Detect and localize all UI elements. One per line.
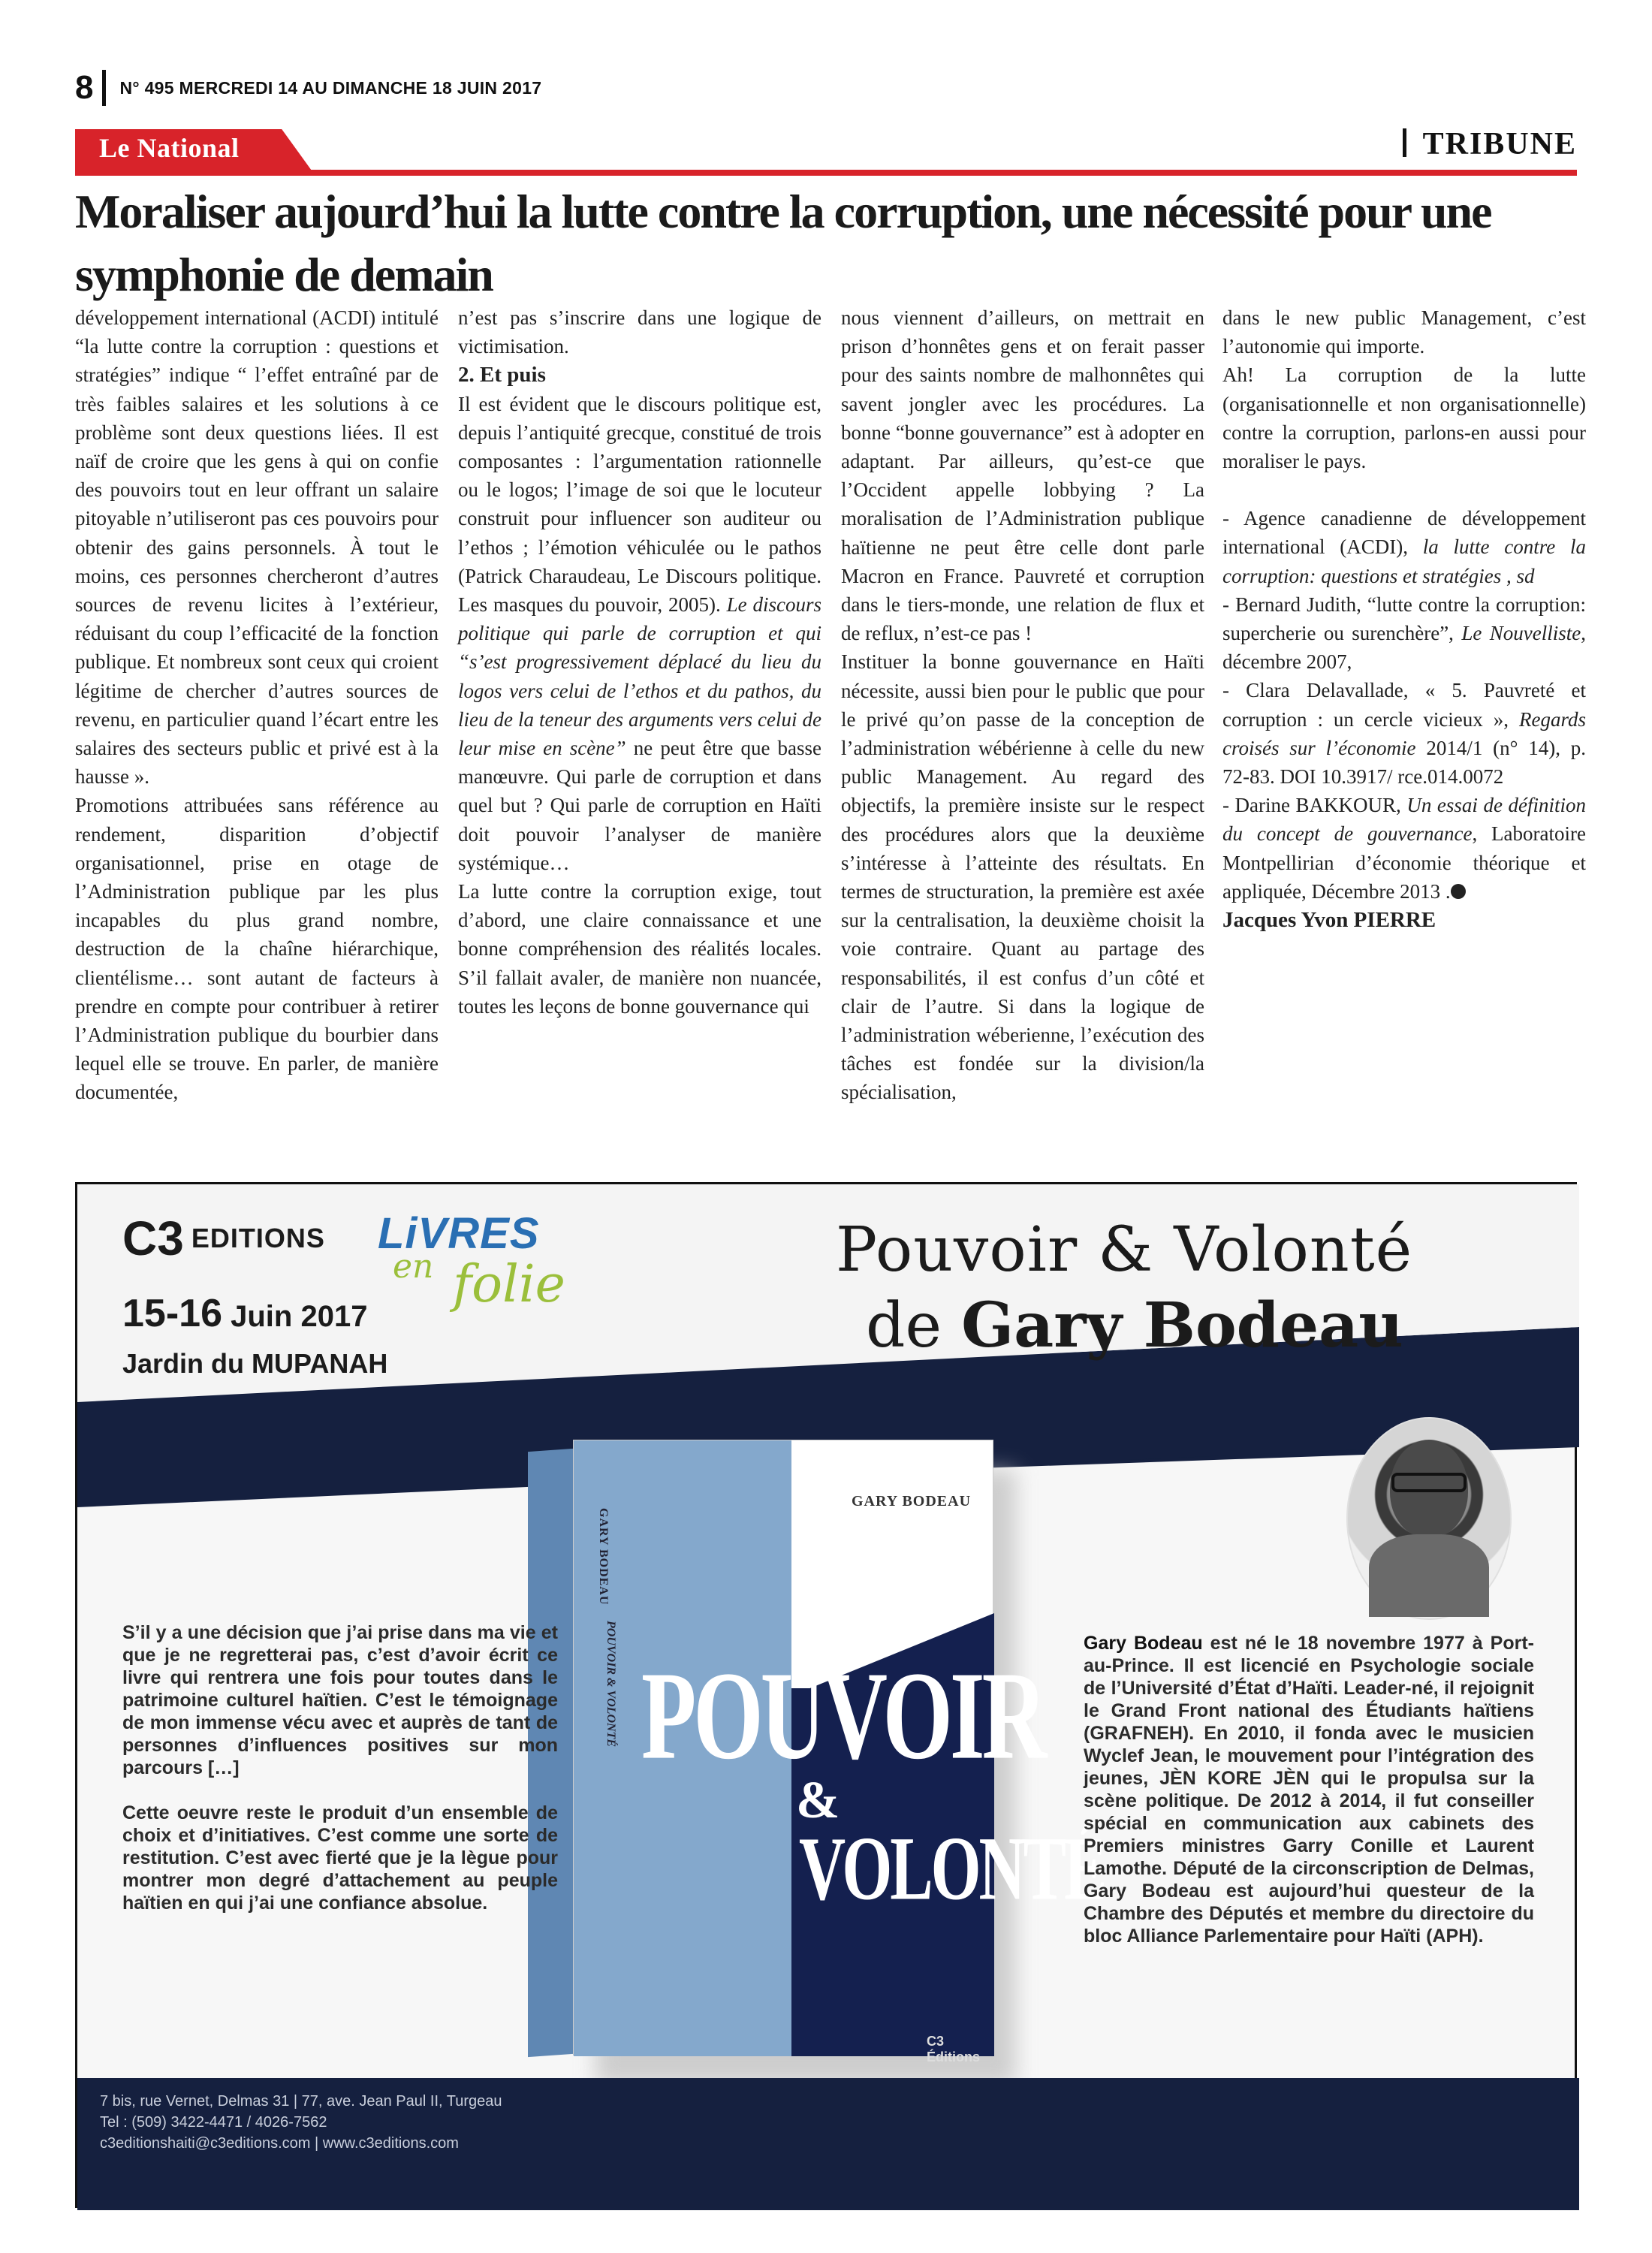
cover-publisher: C3 Éditions bbox=[927, 2034, 980, 2064]
livres-logo-word: LiVRES bbox=[378, 1209, 540, 1258]
end-mark-icon bbox=[1451, 884, 1466, 899]
header-divider bbox=[102, 70, 106, 106]
cover-title-word2: VOLONTÉ bbox=[799, 1817, 1105, 1920]
article-paragraph: Instituer la bonne gouvernance en Haïti nécessite, aussi bien pour le public que pour le privé qu’on passe de la conception de l’administration wébérienne à celle du new public Management. Au regard des objectifs, la première insiste sur le respect des procédures alors que la deuxième s’intéresse à l’atteinte des résultats. En termes de structuration, la première est axée sur la centralisation, la deuxième choisit la voie contraire. Quant au partage des responsabilités, il est confus d’un côté et clair de l’autre. Si dans la logique de l’administration wéberienne, l’exécution des tâches est fondée sur la division/la spécialisation, bbox=[841, 650, 1204, 1104]
reference-title: Un essai de définition du concept de gouvernance bbox=[1222, 794, 1586, 846]
author-signature: Jacques Yvon PIERRE bbox=[1222, 908, 1436, 933]
page-number: 8 bbox=[75, 69, 94, 106]
reference-text: , Laboratoire Montpellirian d’économie théorique et appliquée, Décembre 2013 . bbox=[1222, 822, 1586, 903]
ad-book-title: Pouvoir & Volonté bbox=[836, 1214, 1413, 1286]
ad-title-prefix: de bbox=[866, 1290, 962, 1362]
article-headline: Moraliser aujourd’hui la lutte contre la corruption, une nécessité pour une symphonie de demain bbox=[75, 185, 1491, 301]
article-column-3 bbox=[841, 303, 1204, 1107]
ad-author-name: Gary Bodeau bbox=[961, 1289, 1403, 1362]
reference-item bbox=[1222, 791, 1586, 906]
event-month-year: Juin 2017 bbox=[222, 1300, 368, 1333]
cover-title-word1: POUVOIR bbox=[641, 1645, 1045, 1785]
portrait-body bbox=[1369, 1534, 1489, 1617]
reference-text: - Agence canadienne de développement international (ACDI), bbox=[1222, 507, 1586, 559]
author-bio bbox=[1084, 1632, 1534, 1947]
c3-logo-mark: C3 bbox=[122, 1211, 184, 1265]
ad-book-author-line bbox=[866, 1289, 1403, 1362]
section-label bbox=[1403, 126, 1577, 162]
c3-logo-text: EDITIONS bbox=[191, 1223, 325, 1253]
italic-quote: Le discours politique qui parle de corruption et qui “s’est progressivement déplacé du lieu du logos vers celui de l’ethos et du pathos, du lieu de la teneur des arguments vers celui de leur mise en scène” bbox=[458, 593, 821, 760]
footer-web: c3editionshaiti@c3editions.com | www.c3editions.com bbox=[100, 2135, 459, 2152]
bio-text: est né le 18 novembre 1977 à Port-au-Prince. Il est licencié en Psychologie sociale de l’Université d’État d’Haïti. Leader-né, il rejoignit le Grand Front national des Étudiants haïtiens (GRAFNEH). En 2010, il fonda avec le musicien Wyclef Jean, le mouvement pour l’intégration des jeunes, JÈN KORE JÈN qui le propulsa sur la scène politique. De 2012 à 2014, il fut conseiller spécial en communication aux cabinets des Premiers ministres Garry Conille et Laurent Lamothe. Député de la circonscription de Delmas, Gary Bodeau est aujourd’hui questeur de la Chambre des Députés et membre du directoire du bloc Alliance Parlementaire pour Haïti (APH). bbox=[1084, 1633, 1535, 1947]
event-days: 15-16 bbox=[122, 1292, 222, 1335]
article-paragraph: Promotions attribuées sans référence au rendement, disparition d’objectif organisationnel, prise en otage de l’Administration publique par les plus incapables du plus grand nombre, destruction de la chaîne hiérarchique, clientélisme… sont autant de facteurs à prendre en compte pour contribuer à retirer l’Administration publique du bourbier dans lequel elle se trouve. En parler, de manière documentée, bbox=[75, 794, 439, 1104]
cover-author: GARY BODEAU bbox=[852, 1493, 972, 1510]
section-label-text: TRIBUNE bbox=[1422, 127, 1577, 161]
book-advertisement bbox=[75, 1182, 1577, 2208]
reference-text: - Clara Delavallade, « 5. Pauvreté et corruption : un cercle vicieux », bbox=[1222, 679, 1586, 731]
page-header bbox=[75, 69, 541, 107]
article-column-4 bbox=[1222, 303, 1586, 934]
article-paragraph: La lutte contre la corruption exige, tout d’abord, une claire connaissance et une bonne compréhension des réalités locales. S’il fallait avaler, de manière non nuancée, toutes les leçons de bonne gouvernance qui bbox=[458, 880, 821, 1018]
reference-text: - Darine BAKKOUR, bbox=[1222, 794, 1407, 817]
portrait-glasses bbox=[1391, 1473, 1467, 1492]
reference-text: , décembre 2007, bbox=[1222, 622, 1586, 674]
livres-en-folie-logo bbox=[378, 1208, 565, 1314]
paragraph-text: ne peut être que basse manœuvre. Qui parle de corruption et dans quel but ? Qui parle de corruption en Haïti doit pouvoir l’analyser de manière systémique… bbox=[458, 737, 821, 874]
reference-text: 2014/1 (n° 14), p. 72-83. DOI 10.3917/ rce.014.0072 bbox=[1222, 736, 1587, 789]
section-divider bbox=[1403, 128, 1406, 157]
reference-title: la lutte contre la corruption: questions et stratégies , sd bbox=[1222, 535, 1586, 587]
bio-name: Gary Bodeau bbox=[1084, 1633, 1203, 1654]
book-front bbox=[573, 1440, 1105, 2064]
reference-text: - Bernard Judith, “lutte contre la corruption: supercherie ou surenchère”, bbox=[1222, 593, 1586, 645]
event-venue: Jardin du MUPANAH bbox=[122, 1348, 388, 1379]
footer-phone: Tel : (509) 3422-4471 / 4026-7562 bbox=[100, 2114, 327, 2131]
spacer bbox=[1222, 475, 1586, 504]
reference-item bbox=[1222, 590, 1586, 677]
red-rule bbox=[75, 170, 1577, 176]
article-paragraph: n’est pas s’inscrire dans une logique de victimisation. bbox=[458, 306, 821, 358]
article-paragraph: dans le new public Management, c’est l’autonomie qui importe. bbox=[1222, 306, 1586, 358]
reference-item bbox=[1222, 676, 1586, 791]
ad-contact-footer bbox=[77, 2078, 1579, 2210]
quote-paragraph: Cette oeuvre reste le produit d’un ensemble de choix et d’initiatives. C’est comme une sorte de restitution. C’est avec fierté que je la lègue pour montrer mon degré d’attachement au peuple haïtien en qui j’ai une confiance absolue. bbox=[122, 1802, 558, 1914]
article-column-1 bbox=[75, 303, 439, 1107]
paragraph-text: Il est évident que le discours politique est, depuis l’antiquité grecque, constitué de trois composantes : l’argumentation rationnelle ou le logos; l’image de soi que le locuteur construit pour influencer son auditeur ou l’ethos ; l’émotion véhiculée ou le pathos (Patrick Charaudeau, Le Discours politique. Les masques du pouvoir, 2005). bbox=[458, 392, 821, 617]
author-quote bbox=[122, 1621, 558, 1937]
livres-logo-sub2: folie bbox=[453, 1255, 565, 1314]
cover-ampersand: & bbox=[796, 1772, 840, 1829]
reference-item bbox=[1222, 504, 1586, 590]
reference-title: Regards croisés sur l’économie bbox=[1222, 707, 1586, 759]
footer-address: 7 bis, rue Vernet, Delmas 31 | 77, ave. Jean Paul II, Turgeau bbox=[100, 2093, 502, 2110]
masthead-tag: Le National bbox=[99, 133, 240, 163]
event-dates bbox=[122, 1291, 367, 1336]
issue-line: N° 495 MERCREDI 14 AU DIMANCHE 18 JUIN 2017 bbox=[119, 77, 542, 98]
article-paragraph: Ah! La corruption de la lutte (organisationnelle et non organisationnelle) contre la corruption, parlons-en aussi pour moraliser le pays. bbox=[1222, 363, 1586, 473]
article-paragraph: développement international (ACDI) intitulé “la lutte contre la corruption : questions et stratégies” indique “ l’effet entraîné par de très faibles salaires et les solutions à ce problème sont deux questions liées. Il est naïf de croire que les gens à qui on confie des pouvoirs tout en leur offrant un salaire pitoyable n’utiliseront pas ces pouvoirs pour obtenir des gains personnels. À tout le moins, ces personnes chercheront d’autres sources de revenu licites à l’extérieur, réduisant du coup l’efficacité de la fonction publique. Et nombreux sont ceux qui croient légitime de chercher d’autres sources de revenu, en particulier quand l’écart entre les salaires des secteurs public et privé est à la hausse ». bbox=[75, 306, 439, 789]
quote-paragraph: S’il y a une décision que j’ai prise dans ma vie et que je ne regretterai pas, c’est d’avoir écrit ce livre qui rentrera une fois pour toutes dans le patrimoine culturel haïtien. C’est le témoignage de mon immense vécu avec et auprès de tant de personnes d’influences positives sur mon parcours […] bbox=[122, 1622, 558, 1778]
c3-editions-logo bbox=[122, 1211, 325, 1265]
cover-spine-title: POUVOIR & VOLONTÉ bbox=[604, 1621, 617, 1748]
cover-spine-author: GARY BODEAU bbox=[597, 1508, 610, 1606]
article-paragraph: nous viennent d’ailleurs, on mettrait en prison d’honnêtes gens et on ferait passer pour des saints nombre de malhonnêtes qui savent jongler avec les procédures. La bonne “bonne gouvernance” est à adopter en adaptant. Par ailleurs, qu’est-ce que l’Occident appelle lobbying ? La moralisation de l’Administration publique haïtienne ne peut être celle dont parle Macron en France. Pauvreté et corruption dans le tiers-monde, une relation de flux et de reflux, n’est-ce pas ! bbox=[841, 306, 1204, 645]
article-subheading: 2. Et puis bbox=[458, 363, 546, 388]
article-paragraph bbox=[458, 390, 821, 877]
book-cover-image bbox=[573, 1440, 1105, 2064]
reference-title: Le Nouvelliste bbox=[1461, 622, 1581, 645]
article-column-2 bbox=[458, 303, 821, 1021]
livres-logo-sub: en bbox=[393, 1247, 434, 1286]
